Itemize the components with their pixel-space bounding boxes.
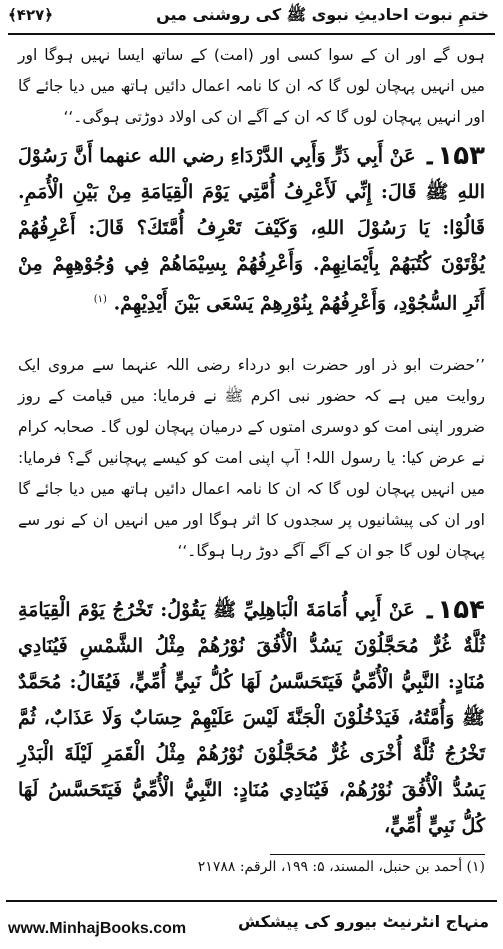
urdu-translation-153: ’’حضرت ابو ذر اور حضرت ابو درداء رضی اللہ عنہما سے مروی ایک روایت میں ہے کہ حضور نبی اکرم ﷺ نے فرمایا: میں قیامت کے روز ضرور اپنی امت کو دوسری امتوں کے درمیان پہچان لوں گا۔ صحابہ کرام نے عرض کیا: یا رسول اللہ! آپ اپنی امت کو کیسے پہچانیں گے؟ فرمایا: میں انہیں پہچان لوں گا کہ ان کا نامہ اعمال دائیں ہاتھ میں دیا جائے گا اور ان کی پیشانیوں پر سجدوں کا اثر ہوگا اور میں انہیں ان کے نور سے پہچان لوں گا جو ان کے آگے آگے دوڑ رہا ہوگا۔‘‘	[18, 356, 485, 560]
page-header	[0, 0, 503, 36]
footnote-marker: (۱)	[93, 294, 107, 305]
hadith-number: ۱۵۳۔	[422, 141, 485, 171]
hadith-number: ۱۵۴۔	[422, 595, 486, 625]
hadith-arabic-text: عَنْ أَبِي ذَرٍّ وَأَبِي الدَّرْدَاءِ رضي الله عنهما أَنَّ رَسُوْلَ اللهِ ﷺ قَالَ: إِنِّي لَأَعْرِفُ أُمَّتِي يَوْمَ الْقِيَامَةِ مِنْ بَيْنِ الْأُمَمِ. قَالُوْا: يَا رَسُوْلَ اللهِ، وَكَيْفَ تَعْرِفُ أُمَّتَكَ؟ قَالَ: أَعْرِفُهُمْ يُؤْتَوْنَ كُتُبَهُمْ بِأَيْمَانِهِمْ. وَأَعْرِفُهُمْ بِسِيْمَاهُمْ فِي وُجُوْهِهِمْ مِنْ أَثَرِ السُّجُوْدِ، وَأَعْرِفُهُمْ بِنُوْرِهِمْ يَسْعَى بَيْنَ أَيْدِيْهِمْ.	[18, 145, 485, 315]
header-divider	[8, 33, 495, 35]
website-link[interactable]: www.MinhajBooks.com	[8, 920, 187, 937]
publisher-credit: منہاج انٹرنیٹ بیورو کی پیشکش	[237, 912, 489, 931]
hadith-arabic-text: عَنْ أَبِي أُمَامَةَ الْبَاهِلِيِّ ﷺ يَقُوْلُ: تَخْرُجُ يَوْمَ الْقِيَامَةِ ثُلَّةٌ غُرٌّ مُحَجَّلُوْنَ يَسُدُّ الْأُفُقَ نُوْرُهُمْ مِثْلُ الشَّمْسِ فَيُنَادِي مُنَادٍ: النَّبِيُّ الْأُمِّيُّ فَيَتَحَسَّسُ لَهَا كُلُّ نَبِيٍّ أُمِّيٍّ، فَيُقَالُ: مُحَمَّدٌ ﷺ وَأُمَّتُهُ، فَيَدْخُلُوْنَ الْجَنَّةَ لَيْسَ عَلَيْهِمْ حِسَابٌ وَلَا عَذَابٌ، ثُمَّ تَخْرُجُ ثُلَّةٌ أُخْرَى غُرٌّ مُحَجَّلُوْنَ نُوْرُهُمْ مِثْلُ الْقَمَرِ لَيْلَةَ الْبَدْرِ يَسُدُّ الْأُفُقَ نُوْرُهُمْ، فَيُنَادِي مُنَادٍ: النَّبِيُّ الْأُمِّيُّ فَيَتَحَسَّسُ لَهَا كُلُّ نَبِيٍّ أُمِّيٍّ،	[18, 599, 485, 837]
hadith-153	[18, 138, 485, 321]
hadith-154	[18, 592, 485, 844]
urdu-paragraph-continuation: ہوں گے اور ان کے سوا کسی اور (امت) کے ساتھ ایسا نہیں ہوگا اور میں انہیں پہچان لوں گا کہ ان کا نامہ اعمال دائیں ہاتھ میں دیا جائے گا اور انہیں پہچان لوں گا کہ ان کے آگے ان کی اولاد دوڑتی ہوگی۔‘‘	[18, 46, 485, 126]
footnote: (۱) أحمد بن حنبل، المسند، ۵: ۱۹۹، الرقم: ۲۱۷۸۸	[197, 859, 485, 875]
page-number: ﴿۴۲۷﴾	[8, 6, 54, 24]
footer-divider	[6, 900, 497, 902]
running-title: ختمِ نبوت احادیثِ نبوی ﷺ کی روشنی میں	[156, 5, 489, 24]
footnote-divider	[270, 854, 485, 855]
